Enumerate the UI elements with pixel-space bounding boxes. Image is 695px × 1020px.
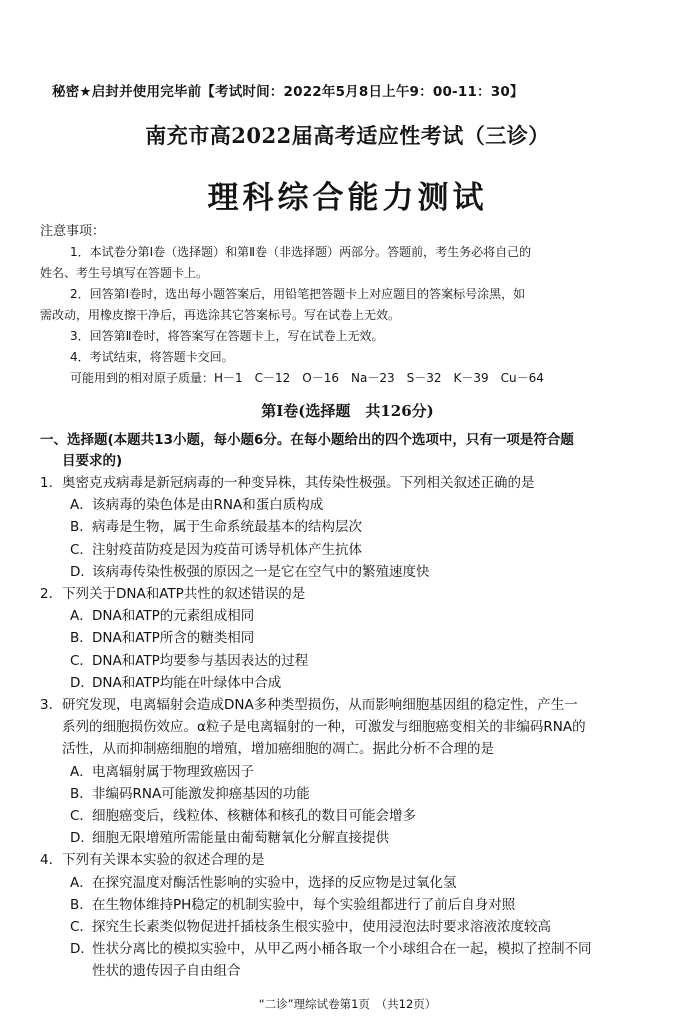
question-stem [40,583,660,605]
question-number: 2． [40,586,63,603]
instruction-item: 2．回答第Ⅰ卷时，选出每小题答案后，用铅笔把答题卡上对应题目的答案标号涂黑，如 [70,287,526,301]
option-text: 电离辐射属于物理致癌因子 [92,763,254,780]
option-label: B． [70,630,93,647]
option-text: DNA和ATP均要参与基因表达的过程 [92,652,309,669]
instruction-item: 3．回答第Ⅱ卷时，将答案写在答题卡上，写在试卷上无效。 [70,329,384,343]
option-text-continuation: 性状的遗传因子自由组合 [92,963,241,980]
option-label: A． [70,874,93,891]
question-item [40,583,660,694]
answer-option [40,761,660,783]
answer-option [40,938,660,960]
answer-option [40,494,660,516]
atomic-masses-line: 可能用到的相对原子质量：H－1 C－12 O－16 Na－23 S－32 K－39 Cu－64 [70,371,544,385]
option-label: C． [70,919,93,936]
question-text: 研究发现，电离辐射会造成DNA多种类型损伤，从而影响细胞基因组的稳定性，产生一 [62,697,578,714]
question-number: 4． [40,852,63,869]
page-footer: “二诊”理综试卷第1页 （共12页） [258,997,437,1011]
question-item [40,472,660,583]
option-label: D． [70,674,94,691]
confidential-notice: 秘密★启封并使用完毕前【考试时间：2022年5月8日上午9：00-11：30】 [52,84,524,100]
option-label: D． [70,941,94,958]
option-text: DNA和ATP的元素组成相同 [92,608,255,625]
answer-option [40,627,660,649]
option-label: D． [70,830,94,847]
question-item [40,694,660,849]
option-label: B． [70,519,93,536]
question-stem [40,849,660,871]
option-text: 性状分离比的模拟实验中，从甲乙两小桶各取一个小球组合在一起，模拟了控制不同 [92,941,592,958]
section-title: 第Ⅰ卷(选择题 共126分) [261,402,434,420]
answer-option [40,872,660,894]
option-label: C． [70,652,93,669]
instruction-item-continuation: 需改动，用橡皮擦干净后，再选涂其它答案标号。写在试卷上无效。 [40,308,401,322]
instructions-list [40,242,660,368]
answer-option [40,916,660,938]
option-text: 该病毒传染性极强的原因之一是它在空气中的繁殖速度快 [92,563,430,580]
option-text: 细胞癌变后，线粒体、核糖体和核孔的数目可能会增多 [92,808,416,825]
answer-option [40,894,660,916]
question-text: 奥密克戎病毒是新冠病毒的一种变异株，其传染性极强。下列相关叙述正确的是 [62,475,535,491]
question-number: 3． [40,697,63,714]
option-label: A． [70,497,93,514]
subject-title: 理科综合能力测试 [207,180,488,216]
instructions-heading: 注意事项： [40,224,106,239]
question-text-continuation: 系列的细胞损伤效应。α粒子是电离辐射的一种，可激发与细胞癌变相关的非编码RNA的 [62,719,586,736]
option-label: D． [70,563,94,580]
answer-option [40,805,660,827]
answer-option [40,561,660,583]
option-text: 该病毒的染色体是由RNA和蛋白质构成 [92,497,324,514]
option-text: 在生物体维持PH稳定的机制实验中，每个实验组都进行了前后自身对照 [92,896,516,913]
section-intro-line: 一、选择题(本题共13小题，每小题6分。在每小题给出的四个选项中，只有一项是符合题 [40,432,574,448]
option-label: B． [70,785,93,802]
option-text: 在探究温度对酶活性影响的实验中，选择的反应物是过氧化氢 [92,874,457,891]
answer-option [40,672,660,694]
option-text: DNA和ATP所含的糖类相同 [92,630,255,647]
answer-option [40,516,660,538]
option-text: DNA和ATP均能在叶绿体中合成 [92,674,282,691]
instruction-item: 4．考试结束，将答题卡交回。 [70,350,234,364]
answer-option [40,539,660,561]
option-text: 注射疫苗防疫是因为疫苗可诱导机体产生抗体 [92,541,362,558]
question-number: 1． [40,475,63,491]
option-text: 非编码RNA可能激发抑癌基因的功能 [92,785,310,802]
option-text: 探究生长素类似物促进扦插枝条生根实验中，使用浸泡法时要求溶液浓度较高 [92,919,551,936]
answer-option [40,605,660,627]
instructions-block [40,221,660,389]
section-intro-line: 目要求的) [62,453,123,469]
section-intro [40,430,660,472]
answer-option [40,827,660,849]
exam-title: 南充市高2022届高考适应性考试（三诊） [145,123,550,148]
question-stem [40,472,660,494]
answer-option [40,783,660,805]
question-text-continuation: 活性，从而抑制癌细胞的增殖，增加癌细胞的凋亡。据此分析不合理的是 [62,741,494,758]
option-label: A． [70,763,93,780]
question-item [40,849,660,982]
option-label: C． [70,808,93,825]
option-label: A． [70,608,93,625]
option-label: B． [70,896,93,913]
option-text: 细胞无限增殖所需能量由葡萄糖氧化分解直接提供 [92,830,389,847]
instruction-item: 1．本试卷分第Ⅰ卷（选择题）和第Ⅱ卷（非选择题）两部分。答题前，考生务必将自己的 [70,245,532,259]
answer-option [40,650,660,672]
instruction-item-continuation: 姓名、考生号填写在答题卡上。 [40,266,209,280]
option-label: C． [70,541,93,558]
option-text: 病毒是生物，属于生命系统最基本的结构层次 [92,519,362,536]
question-text: 下列关于DNA和ATP共性的叙述错误的是 [62,586,306,603]
question-stem [40,694,660,716]
question-list [40,472,660,983]
question-text: 下列有关课本实验的叙述合理的是 [62,852,265,869]
